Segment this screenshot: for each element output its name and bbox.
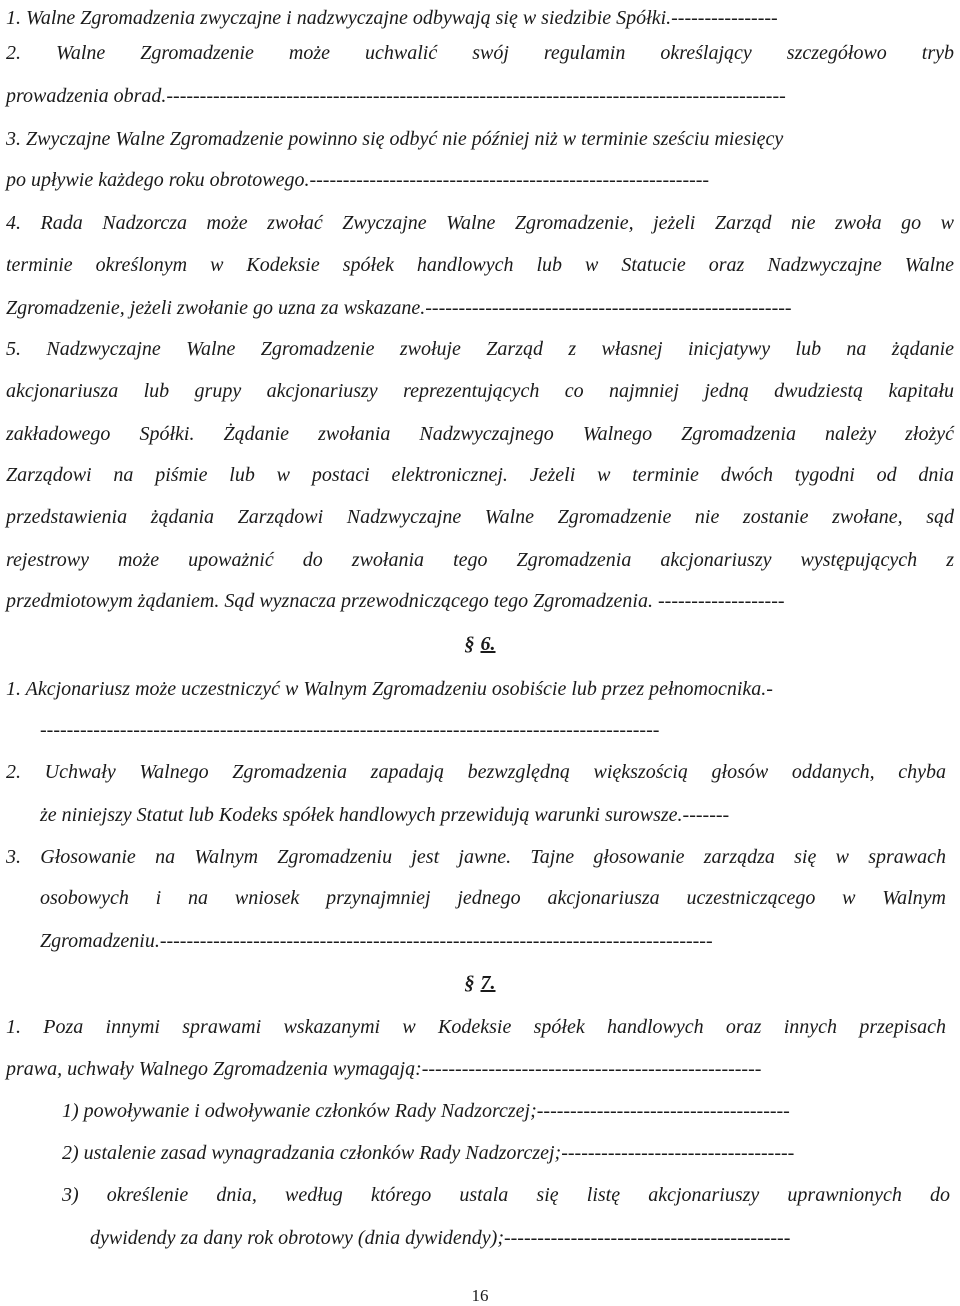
section-heading bbox=[0, 632, 960, 656]
p5-line: 5. Nadzwyczajne Walne Zgromadzenie zwołuje Zarząd z własnej inicjatywy lub na żądanie bbox=[6, 338, 954, 360]
p5-line: zakładowego Spółki. Żądanie zwołania Nadzwyczajnego Walnego Zgromadzenia należy złożyć bbox=[6, 423, 954, 445]
p7-line: 1. Poza innymi sprawami wskazanymi w Kodeksie spółek handlowych oraz innych przepisach bbox=[6, 1016, 946, 1038]
p7-line: prawa, uchwały Walnego Zgromadzenia wymagają:--------------------------------------------------- bbox=[6, 1058, 762, 1080]
p5-line: 3. Zwyczajne Walne Zgromadzenie powinno się odbyć nie później niż w terminie sześciu miesięcy bbox=[6, 128, 784, 150]
p5-line: akcjonariusza lub grupy akcjonariuszy reprezentujących co najmniej jedną dwudziestą kapitału bbox=[6, 380, 954, 402]
p5-line: przedstawienia żądania Zarządowi Nadzwyczajne Walne Zgromadzenie nie zostanie zwołane, sąd bbox=[6, 506, 954, 528]
p5-line: Zgromadzenie, jeżeli zwołanie go uzna za wskazane.------------------------------------------------------- bbox=[6, 297, 792, 319]
p6-line: 1. Akcjonariusz może uczestniczyć w Walnym Zgromadzeniu osobiście lub przez pełnomocnika.- bbox=[6, 678, 773, 700]
p5-line: terminie określonym w Kodeksie spółek handlowych lub w Statucie oraz Nadzwyczajne Walne bbox=[6, 254, 954, 276]
p5-line: prowadzenia obrad.--------------------------------------------------------------------------------------------- bbox=[6, 85, 786, 107]
page-number: 16 bbox=[471, 1286, 489, 1305]
p5-line: Zarządowi na piśmie lub w postaci elektronicznej. Jeżeli w terminie dwóch tygodni od dnia bbox=[6, 464, 954, 486]
p5-line: 2. Walne Zgromadzenie może uchwalić swój regulamin określający szczegółowo tryb bbox=[6, 42, 954, 64]
p5-line: po upływie każdego roku obrotowego.------------------------------------------------------------ bbox=[6, 169, 710, 191]
section-number: 7. bbox=[480, 972, 496, 994]
p6-line: Zgromadzeniu.----------------------------------------------------------------------------------- bbox=[40, 930, 713, 952]
p6-line: że niniejszy Statut lub Kodeks spółek handlowych przewidują warunki surowsze.------- bbox=[40, 804, 730, 826]
p5-line: 4. Rada Nadzorcza może zwołać Zwyczajne Walne Zgromadzenie, jeżeli Zarząd nie zwoła go w bbox=[6, 212, 954, 234]
p7-line: 1) powoływanie i odwoływanie członków Rady Nadzorczej;-------------------------------------- bbox=[62, 1100, 790, 1122]
p6-line: --------------------------------------------------------------------------------------------- bbox=[40, 719, 660, 741]
section-symbol: § bbox=[464, 972, 475, 994]
section-number: 6. bbox=[480, 633, 496, 655]
p7-line: 2) ustalenie zasad wynagradzania członków Rady Nadzorczej;----------------------------------- bbox=[62, 1142, 795, 1164]
section-heading bbox=[0, 971, 960, 995]
p6-line: 3. Głosowanie na Walnym Zgromadzeniu jest jawne. Tajne głosowanie zarządza się w sprawach bbox=[6, 846, 946, 868]
p7-line: dywidendy za dany rok obrotowy (dnia dywidendy);------------------------------------------- bbox=[90, 1227, 791, 1249]
p5-line: 1. Walne Zgromadzenia zwyczajne i nadzwyczajne odbywają się w siedzibie Spółki.---------------- bbox=[6, 7, 778, 29]
p6-line: 2. Uchwały Walnego Zgromadzenia zapadają bezwzględną większością głosów oddanych, chyba bbox=[6, 761, 946, 783]
p5-line: przedmiotowym żądaniem. Sąd wyznacza przewodniczącego tego Zgromadzenia. ------------------- bbox=[6, 590, 785, 612]
section-symbol: § bbox=[464, 633, 475, 655]
p7-line: 3) określenie dnia, według którego ustala się listę akcjonariuszy uprawnionych do bbox=[62, 1184, 950, 1206]
p6-line: osobowych i na wniosek przynajmniej jednego akcjonariusza uczestniczącego w Walnym bbox=[40, 887, 946, 909]
p5-line: rejestrowy może upoważnić do zwołania tego Zgromadzenia akcjonariuszy występujących z bbox=[6, 549, 954, 571]
